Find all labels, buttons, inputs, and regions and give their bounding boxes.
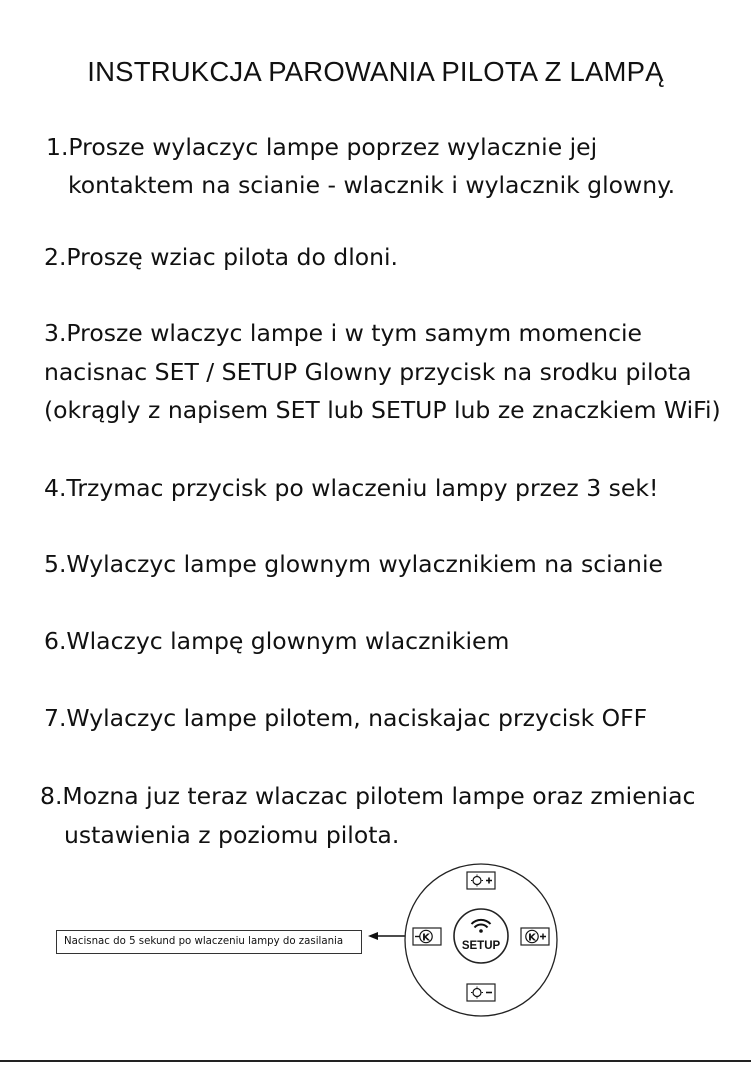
step-4-line-1: 4.Trzymac przycisk po wlaczeniu lampy przez 3 sek! (44, 474, 659, 502)
step-8-line-1: 8.Mozna juz teraz wlaczac pilotem lampe oraz zmieniac (40, 782, 696, 810)
setup-button-label: SETUP (461, 940, 501, 952)
brightness-down-icon (467, 984, 495, 1001)
step-7-line-1: 7.Wylaczyc lampe pilotem, naciskajac przycisk OFF (44, 704, 648, 732)
page-title: INSTRUKCJA PAROWANIA PILOTA Z LAMPĄ (87, 56, 664, 87)
step-8-line-2: ustawienia z poziomu pilota. (64, 821, 400, 849)
step-3-line-2: nacisnac SET / SETUP Glowny przycisk na srodku pilota (44, 358, 692, 386)
step-1-line-2: kontaktem na scianie - wlacznik i wylacznik glowny. (68, 171, 676, 199)
callout-label: Nacisnac do 5 sekund po wlaczeniu lampy do zasilania (56, 930, 362, 954)
bottom-rule (0, 1060, 751, 1062)
svg-text:K: K (422, 932, 430, 944)
step-3-line-1: 3.Prosze wlaczyc lampe i w tym samym momencie (44, 319, 642, 347)
step-5-line-1: 5.Wylaczyc lampe glownym wylacznikiem na scianie (44, 550, 663, 578)
color-temp-up-icon (521, 928, 549, 945)
step-2-line-1: 2.Proszę wziac pilota do dloni. (44, 243, 399, 271)
color-temp-down-icon (413, 928, 441, 945)
remote-diagram (0, 860, 751, 1030)
step-6-line-1: 6.Wlaczyc lampę glownym wlacznikiem (44, 627, 510, 655)
remote-illustration (0, 860, 751, 1030)
step-1-line-1: 1.Prosze wylaczyc lampe poprzez wylacznie jej (46, 133, 598, 161)
setup-button (454, 909, 508, 963)
svg-text:K: K (528, 932, 536, 944)
brightness-up-icon (467, 872, 495, 889)
step-3-line-3: (okrągly z napisem SET lub SETUP lub ze znaczkiem WiFi) (44, 396, 721, 424)
